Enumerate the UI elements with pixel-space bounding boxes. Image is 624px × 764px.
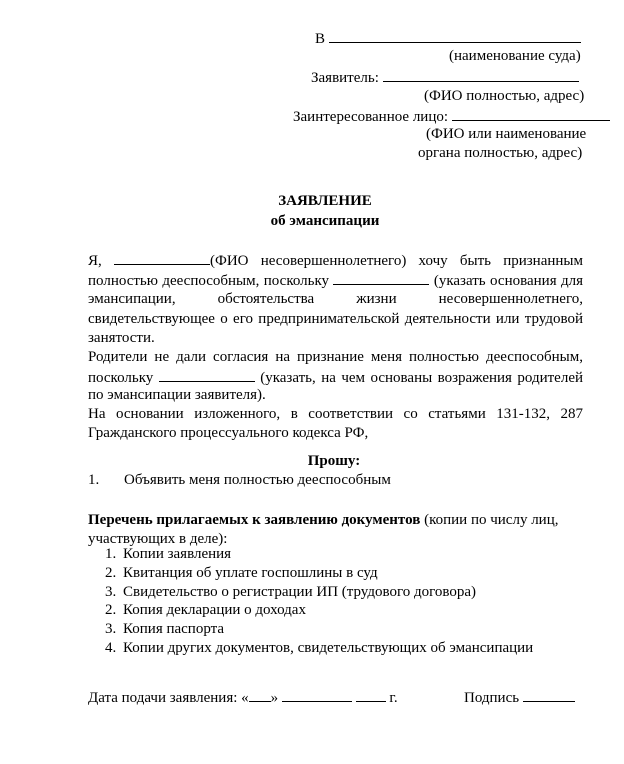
request-item-number: 1. — [88, 472, 100, 488]
body-line — [88, 270, 583, 291]
body-line: свидетельствующее о его предпринимательской деятельности или трудовой — [88, 311, 583, 327]
interested-note-2: органа полностью, адрес) — [418, 145, 583, 161]
interested-blank[interactable] — [452, 106, 610, 121]
list-item-number: 3. — [105, 621, 117, 638]
request-heading: Прошу: — [307, 453, 361, 469]
body-line — [88, 367, 583, 388]
list-item-text: Копия декларации о доходах — [123, 602, 306, 619]
list-item — [105, 583, 533, 602]
document-title — [0, 191, 624, 231]
list-item — [105, 601, 533, 620]
title-line-2: об эмансипации — [270, 213, 380, 229]
attachments-heading-bold: Перечень прилагаемых к заявлению документов — [88, 512, 421, 528]
signature-line — [464, 687, 575, 708]
list-item-number: 3. — [105, 583, 117, 600]
list-item — [105, 639, 533, 658]
applicant-line — [311, 67, 579, 88]
court-prefix: В — [315, 31, 326, 47]
date-label: Дата подачи заявления: « — [88, 690, 249, 706]
date-year-suffix: г. — [389, 690, 398, 706]
list-item — [105, 564, 533, 583]
body-text: полностью дееспособным, поскольку — [88, 273, 330, 289]
title-line-1: ЗАЯВЛЕНИЕ — [278, 193, 372, 209]
body-line: эмансипации, обстоятельства жизни несовершеннолетнего, — [88, 291, 583, 307]
date-year-blank[interactable] — [356, 687, 386, 702]
objection-blank[interactable] — [159, 367, 255, 382]
list-item-text: Копии других документов, свидетельствующих об эмансипации — [123, 639, 534, 656]
list-item — [105, 620, 533, 639]
body-line: по эмансипации заявителя). — [88, 387, 266, 403]
body-text: поскольку — [88, 370, 154, 386]
body-line: Гражданского процессуального кодекса РФ, — [88, 425, 369, 441]
applicant-note: (ФИО полностью, адрес) — [424, 88, 585, 104]
court-line — [315, 28, 581, 49]
attachments-list — [105, 545, 533, 658]
list-item-number: 1. — [105, 546, 117, 562]
court-note: (наименование суда) — [449, 48, 581, 64]
interested-note-1: (ФИО или наименование — [426, 126, 587, 142]
body-line: Родители не дали согласия на признание меня полностью дееспособным, — [88, 349, 583, 365]
name-blank[interactable] — [114, 250, 210, 265]
list-item-text: Копии заявления — [123, 546, 232, 562]
date-day-blank[interactable] — [249, 687, 271, 702]
attachments-heading-line-2: участвующих в деле): — [88, 531, 228, 547]
applicant-blank[interactable] — [383, 67, 579, 82]
list-item-number: 2. — [105, 602, 117, 619]
filing-date-line — [88, 687, 398, 708]
applicant-label: Заявитель: — [311, 70, 379, 86]
interested-line — [293, 106, 610, 127]
signature-blank[interactable] — [523, 687, 575, 702]
signature-label: Подпись — [464, 690, 520, 706]
attachments-heading — [88, 511, 583, 530]
court-blank[interactable] — [329, 28, 581, 43]
body-text: (указать основания для — [433, 273, 583, 289]
body-line: На основании изложенного, в соответствии со статьями 131-132, 287 — [88, 406, 583, 422]
attachments-heading-rest: (копии по числу лиц, — [424, 512, 559, 528]
list-item-number: 4. — [105, 639, 117, 656]
body-text: Я, — [88, 253, 102, 269]
list-item-text: Квитанция об уплате госпошлины в суд — [123, 564, 378, 581]
request-item — [88, 471, 391, 490]
list-item-number: 2. — [105, 564, 117, 581]
list-item-text: Свидетельство о регистрации ИП (трудового договора) — [123, 583, 477, 600]
body-text: (ФИО несовершеннолетнего) хочу быть признанным — [210, 253, 583, 269]
interested-label: Заинтересованное лицо: — [293, 109, 449, 125]
list-item — [105, 545, 533, 564]
date-month-blank[interactable] — [282, 687, 352, 702]
grounds-blank[interactable] — [333, 270, 429, 285]
list-item-text: Копия паспорта — [123, 621, 225, 638]
request-item-text: Объявить меня полностью дееспособным — [124, 472, 391, 488]
body-line: занятости. — [88, 330, 155, 346]
date-mid: » — [270, 690, 279, 706]
body-text: (указать, на чем основаны возражения родителей — [260, 370, 584, 386]
body-line — [88, 250, 583, 271]
